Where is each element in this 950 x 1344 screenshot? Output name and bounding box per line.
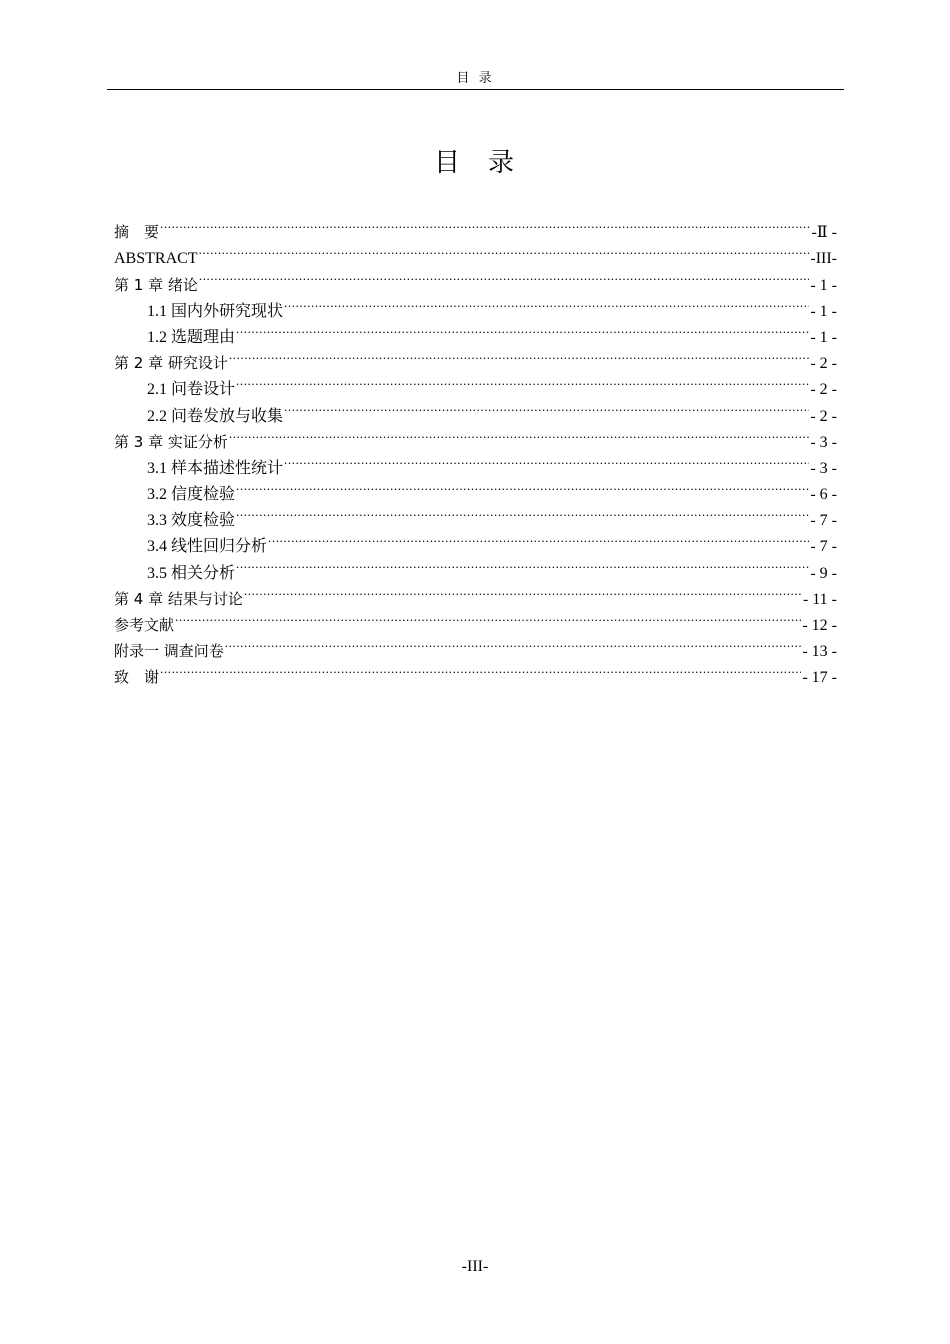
toc-entry-page: - 2 -: [810, 355, 837, 373]
toc-dot-leader: [160, 211, 810, 237]
page-title-char-1: 目: [433, 148, 462, 178]
toc-dot-leader: [199, 263, 809, 289]
toc-entry-abstract-en[interactable]: [114, 237, 837, 268]
toc-entry-label: ABSTRACT: [114, 250, 198, 268]
toc-entry-page: - 7 -: [810, 538, 837, 556]
page-title: [0, 146, 950, 180]
toc-entry-page: - 3 -: [810, 433, 837, 451]
toc-entry-label: 2.1 问卷设计: [147, 381, 236, 399]
toc-entry-label: 摘 要: [114, 223, 160, 242]
toc-entry-page: -Ⅱ -: [811, 224, 837, 242]
toc-entry-label: 3.5 相关分析: [147, 564, 236, 582]
toc-dot-leader: [236, 499, 809, 525]
running-header: 目 录: [456, 70, 495, 85]
toc-dot-leader: [284, 394, 809, 420]
toc-entry-appendix-1[interactable]: [114, 630, 837, 661]
toc-dot-leader: [199, 237, 810, 263]
toc-entry-page: - 13 -: [802, 643, 837, 661]
toc-dot-leader: [229, 421, 809, 447]
toc-entry-label: 3.1 样本描述性统计: [147, 459, 284, 477]
toc-entry-label: 参考文献: [114, 616, 175, 634]
page-number: -III-: [461, 1258, 489, 1275]
toc-entry-page: - 2 -: [810, 407, 837, 425]
toc-entry-page: - 2 -: [810, 381, 837, 399]
toc-entry-chapter-1[interactable]: [114, 263, 837, 294]
toc-entry-page: - 1 -: [810, 276, 837, 294]
table-of-contents: [114, 211, 837, 687]
toc-entry-page: - 6 -: [810, 486, 837, 504]
toc-entry-page: - 1 -: [810, 302, 837, 320]
page-title-char-2: 录: [488, 148, 517, 178]
toc-entry-page: - 17 -: [802, 669, 837, 687]
toc-dot-leader: [236, 368, 809, 394]
toc-dot-leader: [284, 447, 809, 473]
toc-entry-label: 附录一 调查问卷: [114, 642, 224, 661]
header-rule: [107, 89, 844, 90]
toc-dot-leader: [268, 525, 809, 551]
toc-dot-leader: [160, 656, 801, 682]
toc-dot-leader: [244, 578, 802, 604]
toc-entry-label: 2.2 问卷发放与收集: [147, 407, 284, 425]
toc-dot-leader: [284, 290, 809, 316]
toc-entry-label: 3.3 效度检验: [147, 512, 236, 530]
toc-entry-section-1-1[interactable]: [114, 290, 837, 320]
toc-dot-leader: [236, 551, 809, 577]
toc-entry-references[interactable]: [114, 604, 837, 634]
toc-entry-label: 第 1 章 绪论: [114, 275, 198, 294]
toc-entry-label: 致 谢: [114, 668, 160, 687]
toc-entry-label: 第 3 章 实证分析: [114, 432, 228, 451]
toc-entry-page: - 9 -: [810, 564, 837, 582]
toc-entry-page: - 3 -: [810, 459, 837, 477]
toc-dot-leader: [229, 342, 809, 368]
toc-entry-acknowledgements[interactable]: [114, 656, 837, 687]
toc-entry-label: 3.4 线性回归分析: [147, 538, 268, 556]
toc-entry-label: 3.2 信度检验: [147, 486, 236, 504]
toc-entry-label: 1.1 国内外研究现状: [147, 302, 284, 320]
toc-entry-page: - 1 -: [810, 328, 837, 346]
toc-entry-page: - 11 -: [802, 590, 837, 608]
toc-entry-abstract-cn[interactable]: [114, 211, 837, 242]
toc-entry-label: 第 4 章 结果与讨论: [114, 589, 243, 608]
toc-entry-page: - 7 -: [810, 512, 837, 530]
toc-dot-leader: [175, 604, 801, 630]
toc-entry-page: - 12 -: [802, 617, 837, 634]
toc-entry-label: 第 2 章 研究设计: [114, 354, 228, 373]
toc-entry-label: 1.2 选题理由: [147, 328, 236, 346]
toc-dot-leader: [225, 630, 802, 656]
toc-entry-page: -III-: [810, 250, 837, 268]
toc-dot-leader: [236, 473, 809, 499]
toc-dot-leader: [236, 316, 809, 342]
